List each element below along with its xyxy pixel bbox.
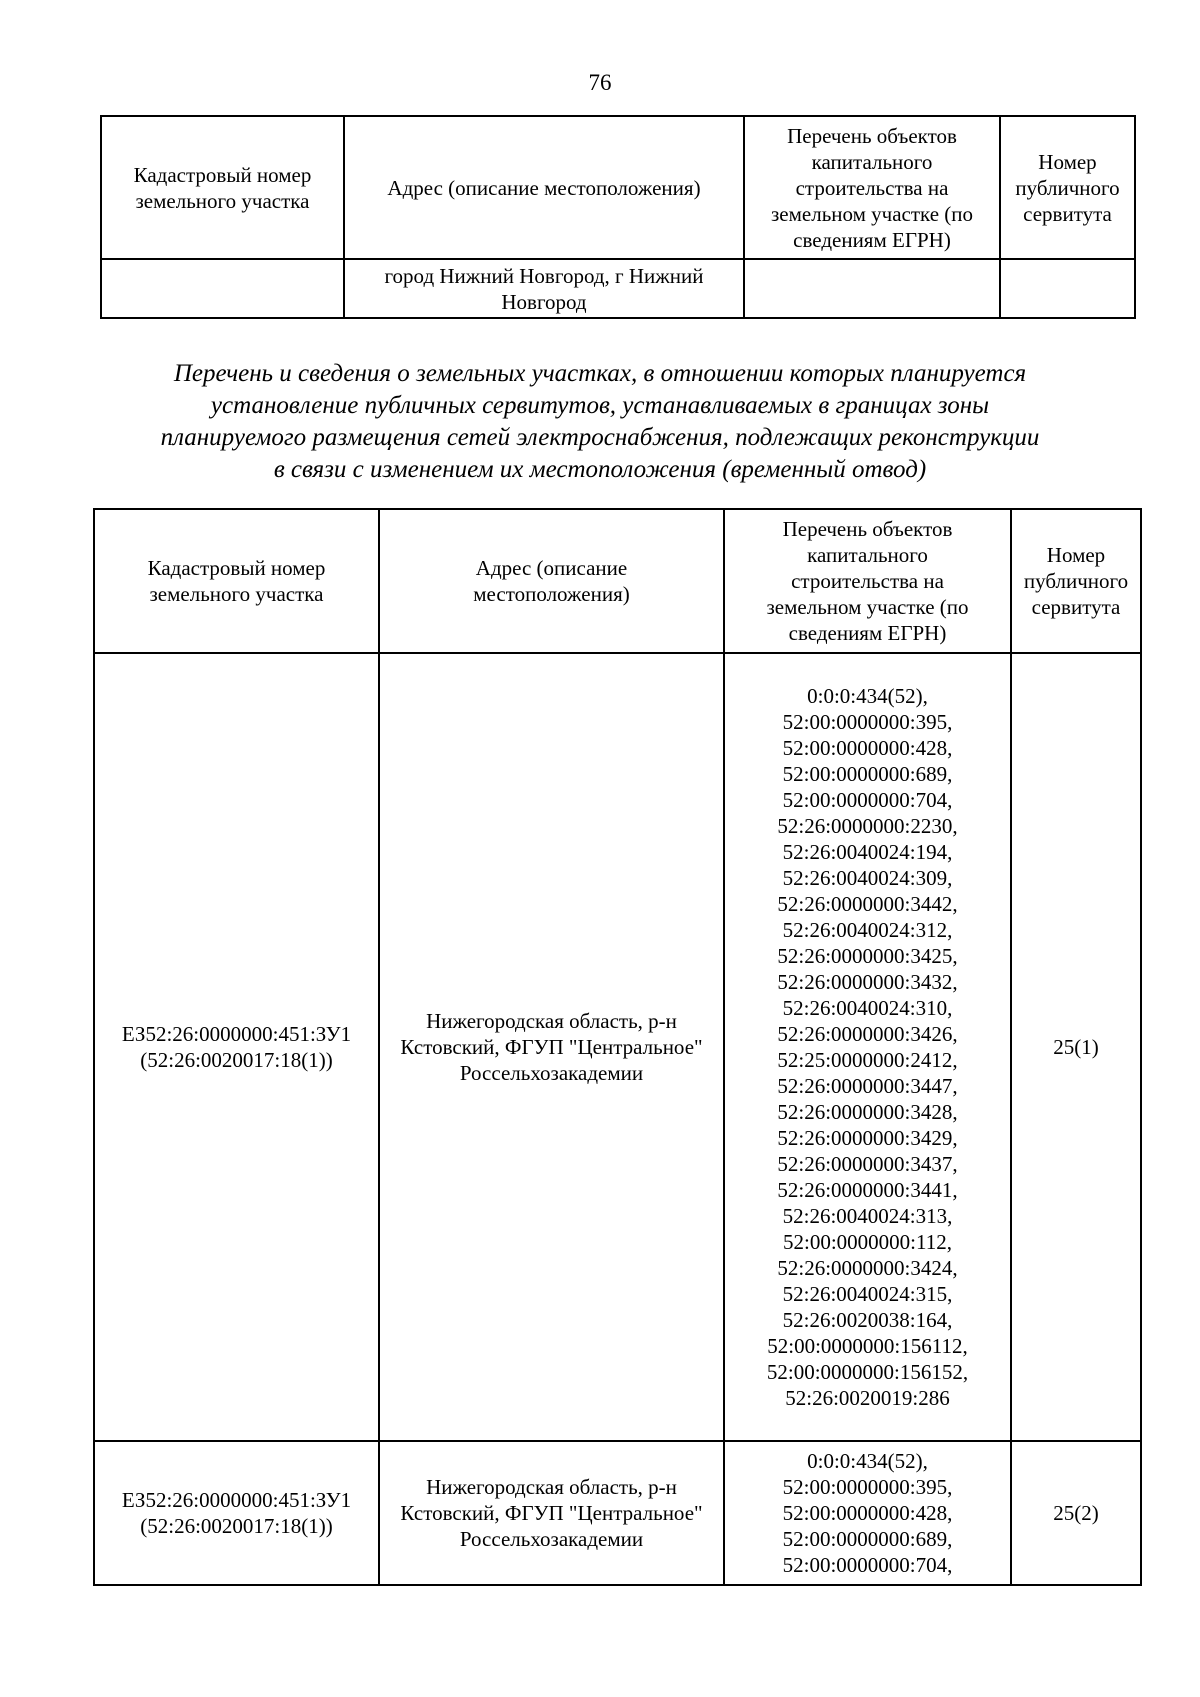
- cadastral-number: ЕЗ52:26:0000000:451:ЗУ1: [121, 1488, 352, 1512]
- object-number: 52:00:0000000:704,: [782, 788, 953, 812]
- object-number: 52:26:0020038:164,: [782, 1308, 953, 1332]
- object-number: 52:26:0040024:315,: [782, 1282, 953, 1306]
- object-number: 52:26:0000000:3441,: [777, 1178, 958, 1202]
- object-number: 52:00:0000000:428,: [782, 736, 953, 760]
- object-number: 52:00:0000000:395,: [782, 710, 953, 734]
- object-number: 52:25:0000000:2412,: [777, 1048, 958, 1072]
- section-title: [0, 358, 1200, 486]
- object-number: 52:00:0000000:689,: [782, 1527, 953, 1551]
- object-number: 52:26:0000000:3442,: [777, 892, 958, 916]
- section-title-line: в связи с изменением их местоположения (временный отвод): [273, 456, 927, 483]
- cadastral-source: (52:26:0020017:18(1)): [140, 1514, 333, 1538]
- continued-table: [100, 115, 1136, 319]
- section-title-line: установление публичных сервитутов, устанавливаемых в границах зоны: [210, 392, 990, 419]
- servitude-table: [93, 508, 1142, 1586]
- cadastral-source: (52:26:0020017:18(1)): [140, 1048, 333, 1072]
- cell-address: Нижегородская область, р-н Кстовский, ФГУП "Центральное" Россельхозакадемии: [379, 1441, 724, 1585]
- object-number: 52:26:0000000:3437,: [777, 1152, 958, 1176]
- object-number: 52:26:0040024:309,: [782, 866, 953, 890]
- object-number: 52:00:0000000:395,: [782, 1475, 953, 1499]
- cell-servitude: 25(1): [1011, 653, 1141, 1441]
- object-number: 52:26:0000000:3425,: [777, 944, 958, 968]
- object-number: 52:00:0000000:428,: [782, 1501, 953, 1525]
- cell-servitude: 25(2): [1011, 1441, 1141, 1585]
- header-cadastral: Кадастровый номер земельного участка: [94, 509, 379, 653]
- cell-objects: [724, 1441, 1011, 1585]
- object-number: 52:26:0000000:3432,: [777, 970, 958, 994]
- section-title-line: Перечень и сведения о земельных участках, в отношении которых планируется: [173, 360, 1027, 387]
- header-objects: Перечень объектов капитального строительства на земельном участке (по сведениям ЕГРН): [724, 509, 1011, 653]
- cell-cadastral: [94, 1441, 379, 1585]
- header-address: Адрес (описание местоположения): [379, 509, 724, 653]
- object-number: 52:26:0000000:3429,: [777, 1126, 958, 1150]
- cell-cadastral: [94, 653, 379, 1441]
- header-servitude: Номер публичного сервитута: [1011, 509, 1141, 653]
- object-number: 52:26:0040024:310,: [782, 996, 953, 1020]
- table-header-row: [94, 509, 1141, 653]
- table-row: [94, 653, 1141, 1441]
- object-number: 52:00:0000000:156152,: [766, 1360, 969, 1384]
- section-title-line: планируемого размещения сетей электроснабжения, подлежащих реконструкции: [160, 424, 1040, 451]
- object-number: 0:0:0:434(52),: [807, 1449, 928, 1473]
- object-number: 52:00:0000000:704,: [782, 1553, 953, 1577]
- cell-address: город Нижний Новгород, г Нижний Новгород: [344, 259, 744, 318]
- object-number: 0:0:0:434(52),: [807, 684, 928, 708]
- header-address: Адрес (описание местоположения): [344, 116, 744, 259]
- table-row: [94, 1441, 1141, 1585]
- table-header-row: [101, 116, 1135, 259]
- cadastral-number: ЕЗ52:26:0000000:451:ЗУ1: [121, 1022, 352, 1046]
- header-objects: Перечень объектов капитального строительства на земельном участке (по сведениям ЕГРН): [744, 116, 1000, 259]
- object-number: 52:26:0000000:3428,: [777, 1100, 958, 1124]
- object-number: 52:26:0040024:313,: [782, 1204, 953, 1228]
- object-number: 52:26:0000000:3426,: [777, 1022, 958, 1046]
- cell-cadastral: [101, 259, 344, 318]
- object-number: 52:26:0040024:194,: [782, 840, 953, 864]
- table-row: [101, 259, 1135, 318]
- object-number: 52:26:0040024:312,: [782, 918, 953, 942]
- object-number: 52:26:0000000:3447,: [777, 1074, 958, 1098]
- header-servitude: Номер публичного сервитута: [1000, 116, 1135, 259]
- page-number: 76: [588, 70, 612, 95]
- object-number: 52:00:0000000:112,: [783, 1230, 952, 1254]
- object-number: 52:00:0000000:156112,: [767, 1334, 968, 1358]
- cell-servitude: [1000, 259, 1135, 318]
- object-number: 52:00:0000000:689,: [782, 762, 953, 786]
- cell-objects: [744, 259, 1000, 318]
- cell-address: Нижегородская область, р-н Кстовский, ФГУП "Центральное" Россельхозакадемии: [379, 653, 724, 1441]
- cell-objects: [724, 653, 1011, 1441]
- object-number: 52:26:0020019:286: [785, 1386, 950, 1410]
- object-number: 52:26:0000000:3424,: [777, 1256, 958, 1280]
- object-number: 52:26:0000000:2230,: [777, 814, 958, 838]
- header-cadastral: Кадастровый номер земельного участка: [101, 116, 344, 259]
